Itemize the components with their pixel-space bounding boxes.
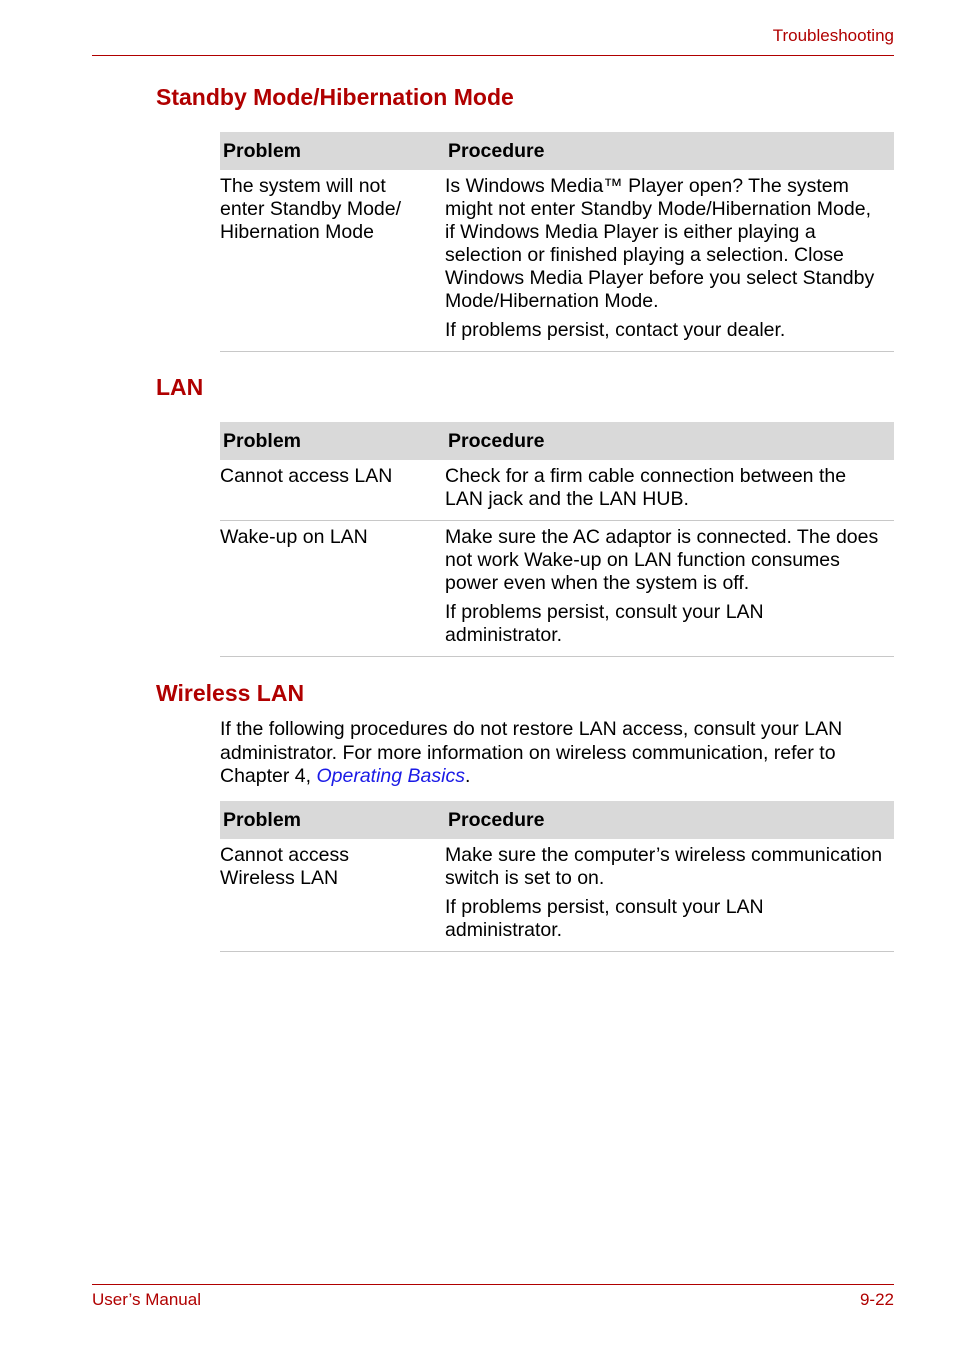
procedure-cell xyxy=(445,460,894,521)
problem-line: The system will not xyxy=(220,175,386,197)
footer-page-number: 9-22 xyxy=(859,1290,894,1309)
section-heading-wireless-lan: Wireless LAN xyxy=(156,680,305,706)
intro-end: . xyxy=(464,765,471,787)
table-row xyxy=(220,521,894,657)
problem-cell xyxy=(220,460,445,521)
problem-line: enter Standby Mode/ xyxy=(220,198,402,220)
table-row xyxy=(220,460,894,521)
procedure-paragraph: If problems persist, contact your dealer. xyxy=(445,319,786,341)
procedure-paragraph: Make sure the computer’s wireless communication switch is set to on. xyxy=(445,844,883,889)
procedure-cell xyxy=(445,839,894,952)
procedure-paragraph: If problems persist, consult your LAN administrator. xyxy=(445,601,764,646)
problem-line: Wake-up on LAN xyxy=(220,526,368,548)
operating-basics-link[interactable]: Operating Basics xyxy=(316,765,465,787)
problem-line: Cannot access LAN xyxy=(220,465,393,487)
column-header-problem: Problem xyxy=(220,132,445,170)
table-header-row xyxy=(220,422,894,460)
header-rule xyxy=(92,55,894,56)
wireless-lan-problem-table xyxy=(220,801,894,952)
lan-problem-table xyxy=(220,422,894,657)
section-heading-standby: Standby Mode/Hibernation Mode xyxy=(156,84,514,110)
table-header-row xyxy=(220,132,894,170)
procedure-cell xyxy=(445,521,894,657)
intro-text: If the following procedures do not restore LAN access, consult your LAN administrator. For more information on wireless communication, refer to Chapter 4, xyxy=(220,718,843,787)
table-row xyxy=(220,839,894,952)
procedure-paragraph: Make sure the AC adaptor is connected. The does not work Wake-up on LAN function consumes power even when the system is off. xyxy=(445,526,879,594)
problem-cell xyxy=(220,170,445,352)
problem-line: Cannot access xyxy=(220,844,349,866)
procedure-paragraph: Is Windows Media™ Player open? The system might not enter Standby Mode/Hibernation Mode, if Windows Media Player is either playing a selection or finished playing a selection. Close Windows Media Player before you select Standby Mode/Hibernation Mode. xyxy=(445,175,875,312)
procedure-paragraph: Check for a firm cable connection between the LAN jack and the LAN HUB. xyxy=(445,465,847,510)
column-header-problem: Problem xyxy=(220,801,445,839)
header-section-title: Troubleshooting xyxy=(772,26,894,45)
procedure-cell xyxy=(445,170,894,352)
wireless-lan-intro xyxy=(220,718,894,789)
procedure-paragraph: If problems persist, consult your LAN administrator. xyxy=(445,896,764,941)
problem-line: Wireless LAN xyxy=(220,867,339,889)
section-heading-lan: LAN xyxy=(156,374,204,400)
column-header-procedure: Procedure xyxy=(445,422,894,460)
problem-cell xyxy=(220,521,445,657)
footer-rule xyxy=(92,1284,894,1285)
problem-line: Hibernation Mode xyxy=(220,221,374,243)
column-header-procedure: Procedure xyxy=(445,132,894,170)
column-header-problem: Problem xyxy=(220,422,445,460)
table-header-row xyxy=(220,801,894,839)
table-row xyxy=(220,170,894,352)
column-header-procedure: Procedure xyxy=(445,801,894,839)
problem-cell xyxy=(220,839,445,952)
footer-manual-title: User’s Manual xyxy=(92,1290,201,1309)
standby-problem-table xyxy=(220,132,894,352)
